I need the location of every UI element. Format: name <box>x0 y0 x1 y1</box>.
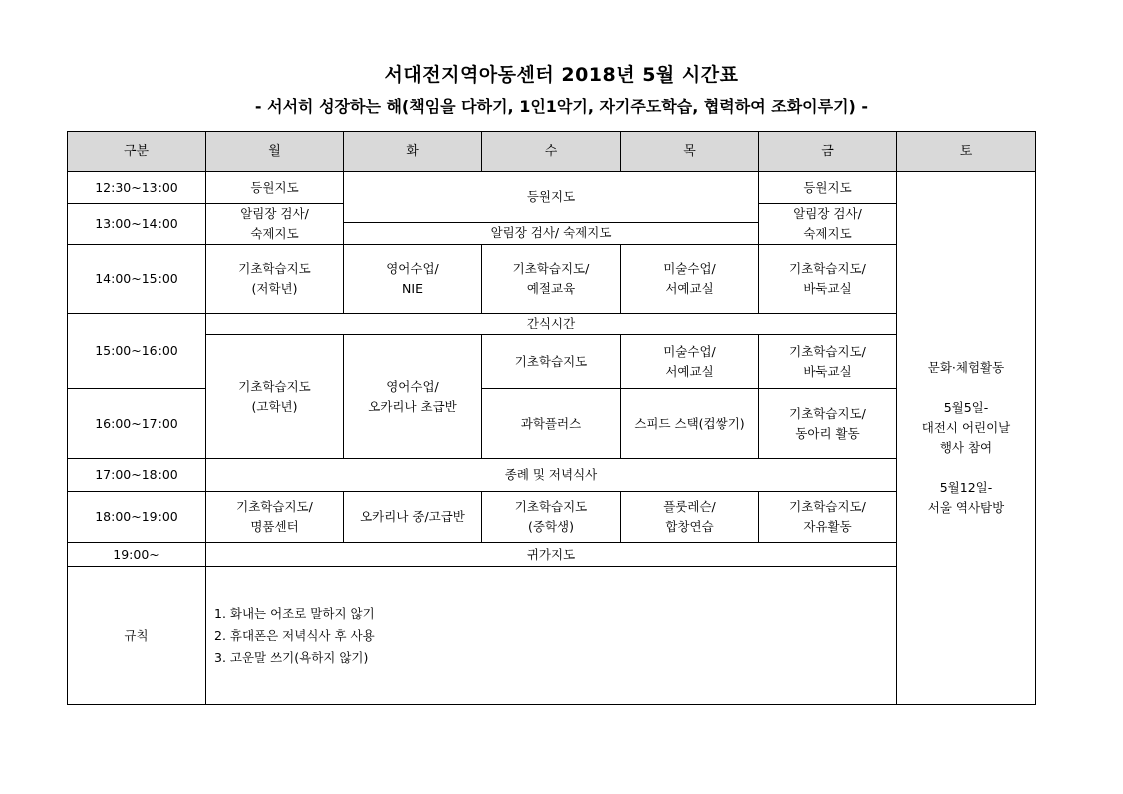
saturday-cell: 문화·체험활동 5월5일- 대전시 어린이날 행사 참여 5월12일- 서울 역사탐방 <box>897 172 1036 705</box>
time-cell: 15:00~16:00 <box>68 314 206 389</box>
schedule-cell: 기초학습지도 (저학년) <box>206 245 344 314</box>
schedule-cell: 기초학습지도 (중학생) <box>482 492 621 543</box>
table-row <box>68 172 1036 204</box>
header-wednesday: 수 <box>482 132 621 172</box>
schedule-cell: 스피드 스택(컵쌓기) <box>621 389 759 459</box>
table-row <box>68 543 1036 567</box>
schedule-cell: 기초학습지도 (고학년) <box>206 335 344 459</box>
schedule-cell: 기초학습지도/ 바둑교실 <box>759 335 897 389</box>
header-category: 구분 <box>68 132 206 172</box>
rule-item: 2. 휴대폰은 저녁식사 후 사용 <box>214 627 375 643</box>
rules-row <box>68 567 1036 705</box>
schedule-cell: 기초학습지도/ 동아리 활동 <box>759 389 897 459</box>
schedule-cell: 기초학습지도 <box>482 335 621 389</box>
header-thursday: 목 <box>621 132 759 172</box>
table-row <box>68 459 1036 492</box>
schedule-cell: 미술수업/ 서예교실 <box>621 335 759 389</box>
schedule-cell: 기초학습지도/ 자유활동 <box>759 492 897 543</box>
schedule-cell: 기초학습지도/ 예절교육 <box>482 245 621 314</box>
table-row <box>68 314 1036 335</box>
schedule-cell: 등원지도 <box>759 172 897 204</box>
schedule-cell: 플룻레슨/ 합창연습 <box>621 492 759 543</box>
schedule-cell: 알림장 검사/ 숙제지도 <box>344 222 759 244</box>
rules-cell <box>206 567 897 705</box>
schedule-cell: 종례 및 저녁식사 <box>206 459 897 492</box>
time-cell: 12:30~13:00 <box>68 172 206 204</box>
table-row <box>68 335 1036 389</box>
schedule-cell: 미술수업/ 서예교실 <box>621 245 759 314</box>
schedule-cell: 영어수업/ NIE <box>344 245 482 314</box>
page-title: 서대전지역아동센터 2018년 5월 시간표 <box>384 64 739 86</box>
schedule-cell: 등원지도 <box>344 172 759 223</box>
time-cell: 13:00~14:00 <box>68 204 206 245</box>
schedule-cell: 알림장 검사/ 숙제지도 <box>759 204 897 245</box>
rule-item: 3. 고운말 쓰기(욕하지 않기) <box>214 649 369 665</box>
time-cell: 18:00~19:00 <box>68 492 206 543</box>
table-row <box>68 245 1036 314</box>
schedule-table <box>67 131 1036 705</box>
header-saturday: 토 <box>897 132 1036 172</box>
schedule-cell: 기초학습지도/ 바둑교실 <box>759 245 897 314</box>
schedule-cell: 알림장 검사/ 숙제지도 <box>206 204 344 245</box>
schedule-cell: 간식시간 <box>206 314 897 335</box>
time-cell: 19:00~ <box>68 543 206 567</box>
table-row <box>68 492 1036 543</box>
time-cell: 14:00~15:00 <box>68 245 206 314</box>
header-row <box>68 132 1036 172</box>
rule-item: 1. 화내는 어조로 말하지 않기 <box>214 605 375 621</box>
schedule-cell: 등원지도 <box>206 172 344 204</box>
header-friday: 금 <box>759 132 897 172</box>
schedule-cell: 오카리나 중/고급반 <box>344 492 482 543</box>
schedule-cell: 귀가지도 <box>206 543 897 567</box>
schedule-cell: 영어수업/ 오카리나 초급반 <box>344 335 482 459</box>
page-subtitle: - 서서히 성장하는 해(책임을 다하기, 1인1악기, 자기주도학습, 협력하여 조화이루기) - <box>254 97 869 116</box>
header-tuesday: 화 <box>344 132 482 172</box>
schedule-cell: 기초학습지도/ 명품센터 <box>206 492 344 543</box>
schedule-cell: 과학플러스 <box>482 389 621 459</box>
header-monday: 월 <box>206 132 344 172</box>
time-cell: 17:00~18:00 <box>68 459 206 492</box>
time-cell: 16:00~17:00 <box>68 389 206 459</box>
rules-label: 규칙 <box>68 567 206 705</box>
